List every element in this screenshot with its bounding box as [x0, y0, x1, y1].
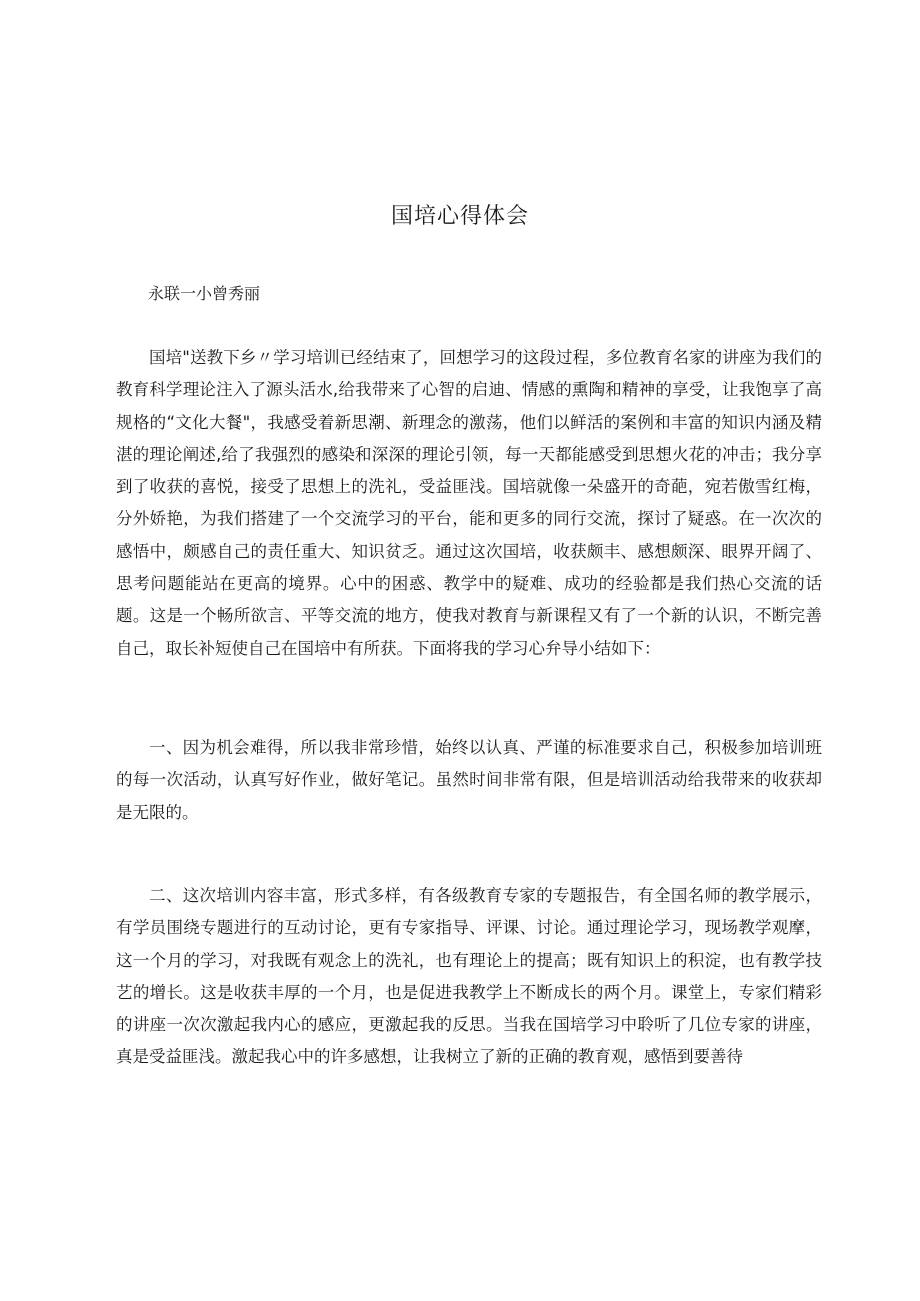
body-paragraph-1: 国培"送教下乡〃学习培训已经结束了，回想学习的这段过程，多位教育名家的讲座为我们的教育科学理论注入了源头活水,给我带来了心智的启迪、情感的熏陶和精神的享受，让我饱享了高规格的“文化大餐"，我感受着新思潮、新理念的激荡，他们以鲜活的案例和丰富的知识内涵及精湛的理论阐述,给了我强烈的感染和深深的理论引领，每一天都能感受到思想火花的冲击；我分享到了收获的喜悦，接受了思想上的洗礼，受益匪浅。国培就像一朵盛开的奇葩，宛若傲雪红梅，分外娇艳，为我们搭建了一个交流学习的平台，能和更多的同行交流，探讨了疑惑。在一次次的感悟中，颇感自己的责任重大、知识贫乏。通过这次国培，收获颇丰、感想颇深、眼界开阔了、思考问题能站在更高的境界。心中的困惑、教学中的疑难、成功的经验都是我们热心交流的话题。这是一个畅所欲言、平等交流的地方，使我对教育与新课程又有了一个新的认识，不断完善自己，取长补短使自己在国培中有所获。下面将我的学习心弁导小结如下： [116, 348, 822, 658]
document-title: 国培心得体会 [390, 204, 529, 229]
body-paragraph-2: 一、因为机会难得，所以我非常珍惜，始终以认真、严谨的标准要求自己，积极参加培训班的每一次活动，认真写好作业，做好笔记。虽然时间非常有限，但是培训活动给我带来的收获却是无限的。 [116, 738, 822, 822]
author-line: 永联一小曾秀丽 [148, 284, 261, 303]
body-paragraph-3: 二、这次培训内容丰富，形式多样，有各级教育专家的专题报告，有全国名师的教学展示，有学员围绕专题进行的互动讨论，更有专家指导、评课、讨论。通过理论学习，现场教学观摩，这一个月的学习，对我既有观念上的洗礼，也有理论上的提高；既有知识上的积淀，也有教学技艺的增长。这是收获丰厚的一个月，也是促进我教学上不断成长的两个月。课堂上，专家们精彩的讲座一次次激起我内心的感应，更激起我的反思。当我在国培学习中聆听了几位专家的讲座，真是受益匪浅。激起我心中的许多感想，让我树立了新的正确的教育观，感悟到要善待 [116, 886, 822, 1067]
